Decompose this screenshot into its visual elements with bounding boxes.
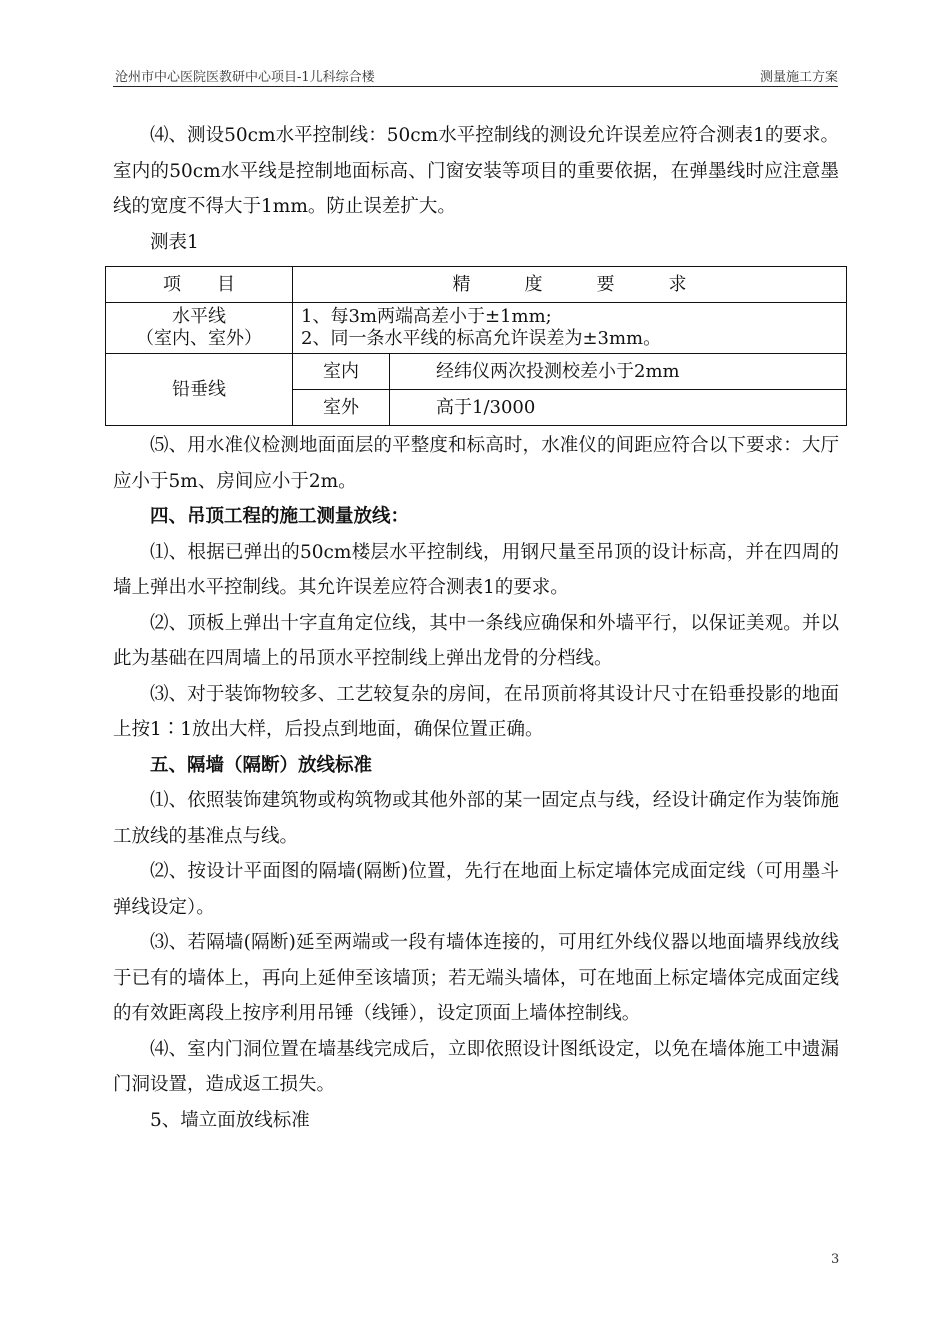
table-header-item: 项 目 bbox=[106, 267, 293, 303]
page-number: 3 bbox=[831, 1252, 840, 1267]
table-caption: 测表1 bbox=[150, 231, 199, 253]
page-header-right: 测量施工方案 bbox=[759, 70, 838, 85]
section-5-heading: 五、隔墙（隔断）放线标准 bbox=[150, 754, 373, 776]
table-header-row bbox=[106, 267, 847, 303]
header-rule bbox=[113, 86, 838, 87]
table-row bbox=[106, 354, 847, 390]
section-4-item-1: ⑴、根据已弹出的50cm楼层水平控制线，用钢尺量至吊顶的设计标高，并在四周的墙上弹出水平控制线。其允许误差应符合测表1的要求。 bbox=[113, 541, 839, 598]
table-cell-sublabel: 室内 bbox=[293, 354, 390, 390]
section-5-item-4: ⑷、室内门洞位置在墙基线完成后，立即依照设计图纸设定，以免在墙体施工中遗漏门洞设置，造成返工损失。 bbox=[113, 1038, 839, 1095]
paragraph-4: ⑷、测设50cm水平控制线：50cm水平控制线的测设允许误差应符合测表1的要求。室内的50cm水平线是控制地面标高、门窗安装等项目的重要依据，在弹墨线时应注意墨线的宽度不得大于1mm。防止误差扩大。 bbox=[113, 125, 839, 217]
section-5-item-5: 5、墙立面放线标准 bbox=[150, 1109, 310, 1131]
table-row bbox=[106, 303, 847, 354]
table-cell-sublabel: 室外 bbox=[293, 390, 390, 426]
section-5-item-3: ⑶、若隔墙(隔断)延至两端或一段有墙体连接的，可用红外线仪器以地面墙界线放线于已有的墙体上，再向上延伸至该墙顶；若无端头墙体，可在地面上标定墙体完成面定线的有效距离段上按序利用吊锤（线锤），设定顶面上墙体控制线。 bbox=[113, 932, 839, 1024]
section-4-item-2: ⑵、顶板上弹出十字直角定位线，其中一条线应确保和外墙平行，以保证美观。并以此为基础在四周墙上的吊顶水平控制线上弹出龙骨的分档线。 bbox=[113, 612, 839, 669]
section-4-heading: 四、吊顶工程的施工测量放线： bbox=[150, 506, 410, 527]
table-cell-requirement: 经纬仪两次投测校差小于2mm bbox=[390, 354, 847, 390]
row1-req-line1: 1、每3m两端高差小于±1mm; bbox=[301, 306, 552, 327]
row1-req-line2: 2、同一条水平线的标高允许误差为±3mm。 bbox=[301, 328, 662, 349]
section-5-item-2: ⑵、按设计平面图的隔墙(隔断)位置，先行在地面上标定墙体完成面定线（可用墨斗弹线设定）。 bbox=[113, 861, 839, 918]
document-body bbox=[113, 118, 839, 1138]
table-cell-requirement bbox=[293, 303, 847, 354]
section-5-item-1: ⑴、依照装饰建筑物或构筑物或其他外部的某一固定点与线，经设计确定作为装饰施工放线的基准点与线。 bbox=[113, 790, 839, 847]
table-cell-label bbox=[106, 303, 293, 354]
precision-table bbox=[105, 266, 847, 426]
paragraph-5: ⑸、用水准仪检测地面面层的平整度和标高时，水准仪的间距应符合以下要求：大厅应小于5m、房间应小于2m。 bbox=[113, 435, 839, 492]
row1-label-line2: （室内、室外） bbox=[136, 328, 262, 349]
table-cell-label: 铅垂线 bbox=[106, 354, 293, 426]
row1-label-line1: 水平线 bbox=[172, 306, 226, 327]
page-header-left: 沧州市中心医院医教研中心项目-1儿科综合楼 bbox=[115, 70, 375, 85]
section-4-item-3: ⑶、对于装饰物较多、工艺较复杂的房间，在吊顶前将其设计尺寸在铅垂投影的地面上按1∶1放出大样，后投点到地面，确保位置正确。 bbox=[113, 683, 839, 740]
table-header-requirement: 精 度 要 求 bbox=[293, 267, 847, 303]
table-cell-requirement: 高于1/3000 bbox=[390, 390, 847, 426]
